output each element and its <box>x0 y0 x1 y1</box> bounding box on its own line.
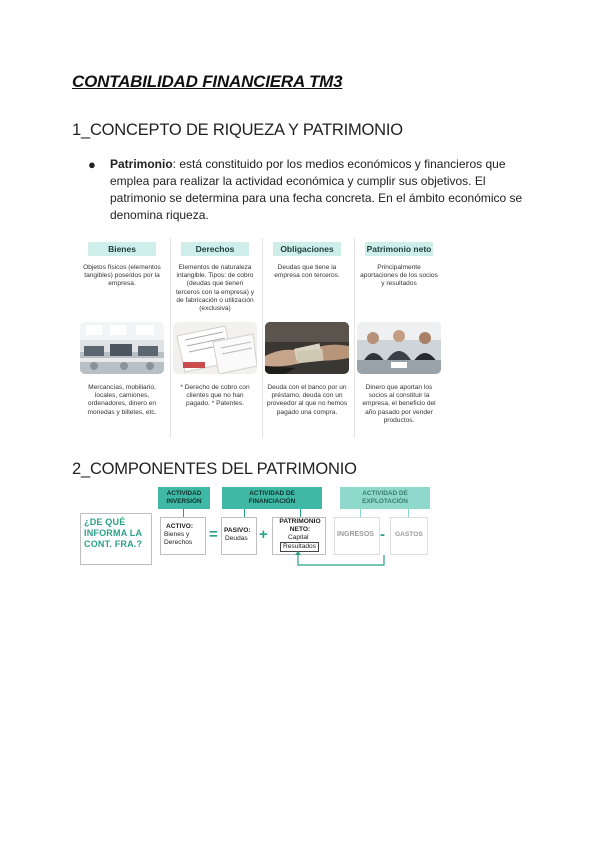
column-example: Deuda con el banco por un préstamo, deuda con un proveedor al que no hemos pagado una compra. <box>266 384 348 416</box>
box-line: ACTIVIDAD DE <box>249 490 295 497</box>
pasivo-detail: Deudas <box>225 535 248 542</box>
concept-column-obligaciones <box>262 238 351 438</box>
equals-sign: = <box>209 526 218 543</box>
column-definition: Elementos de naturaleza intangible. Tipos: de cobro (deudas que tienen terceros con la empresa) y de fabricación o utilización (exclusiva) <box>175 264 255 313</box>
section-heading-concepto: 1_CONCEPTO DE RIQUEZA Y PATRIMONIO <box>72 121 403 139</box>
column-definition: Principalmente aportaciones de los socios y resultados <box>360 264 438 288</box>
column-example: Dinero que aportan los socios al constituir la empresa, el beneficio del año pasado por vender productos. <box>362 384 436 424</box>
pasivo-label: PASIVO: <box>224 527 251 534</box>
activo-label: ACTIVO: <box>166 523 194 530</box>
money-handover-photo-icon <box>265 322 349 374</box>
question-line: ¿DE QUÉ <box>84 517 126 527</box>
page-title: CONTABILIDAD FINANCIERA TM3 <box>72 72 343 91</box>
pn-capital: Capital <box>288 534 309 541</box>
column-example: Mercancías, mobiliario, locales, camiones, ordenadores, dinero en monedas y billetes, etc. <box>87 384 157 416</box>
business-meeting-photo-icon <box>357 322 441 374</box>
feedback-loop-arrow <box>78 487 438 569</box>
column-header: Obligaciones <box>273 242 341 256</box>
column-example: * Derecho de cobro con clientes que no han pagado. * Patentes. <box>180 384 250 408</box>
box-line: ACTIVIDAD DE <box>362 490 408 497</box>
concept-table <box>78 238 444 438</box>
box-line: FINANCIACIÓN <box>248 497 296 505</box>
bullet-paragraph <box>110 156 538 224</box>
column-header: Patrimonio neto <box>366 244 432 254</box>
pn-label: PATRIMONIO NETO: <box>279 518 321 533</box>
pn-resultados: Resultados <box>280 542 319 552</box>
column-header: Derechos <box>181 242 249 256</box>
concept-column-patrimonio-neto <box>354 238 443 438</box>
column-header: Bienes <box>88 242 156 256</box>
bullet-patrimonio <box>88 156 538 224</box>
concept-column-derechos <box>170 238 259 438</box>
bullet-term: Patrimonio <box>110 157 173 171</box>
question-line: CONT. FRA.? <box>84 539 143 549</box>
column-definition: Deudas que tiene la empresa con terceros. <box>274 264 340 280</box>
activo-detail: Bienes y Derechos <box>164 531 193 546</box>
box-line: INVERSIÓN <box>166 497 202 505</box>
box-line: EXPLOTACIÓN <box>362 497 408 505</box>
bullet-dot-icon: ● <box>88 157 96 172</box>
office-photo-icon <box>80 322 164 374</box>
patrimonio-diagram <box>78 487 438 569</box>
bullet-definition: : está constituido por los medios económicos y financieros que emplea para realizar la actividad económica y cumplir sus objetivos. El patrimonio se determina para una fecha concreta. En el ámbito económico se denomina riqueza. <box>110 157 523 222</box>
minus-sign: - <box>380 526 385 543</box>
ingresos-label: INGRESOS <box>337 531 374 538</box>
question-line: INFORMA LA <box>84 528 143 538</box>
documents-photo-icon <box>173 322 257 374</box>
plus-sign: + <box>259 526 268 543</box>
section-heading-componentes: 2_COMPONENTES DEL PATRIMONIO <box>72 460 357 478</box>
box-line: ACTIVIDAD <box>166 490 202 497</box>
column-definition: Objetos físicos (elementos tangibles) poseídos por la empresa. <box>83 264 161 288</box>
gastos-label: GASTOS <box>395 531 423 538</box>
concept-column-bienes <box>78 238 166 438</box>
